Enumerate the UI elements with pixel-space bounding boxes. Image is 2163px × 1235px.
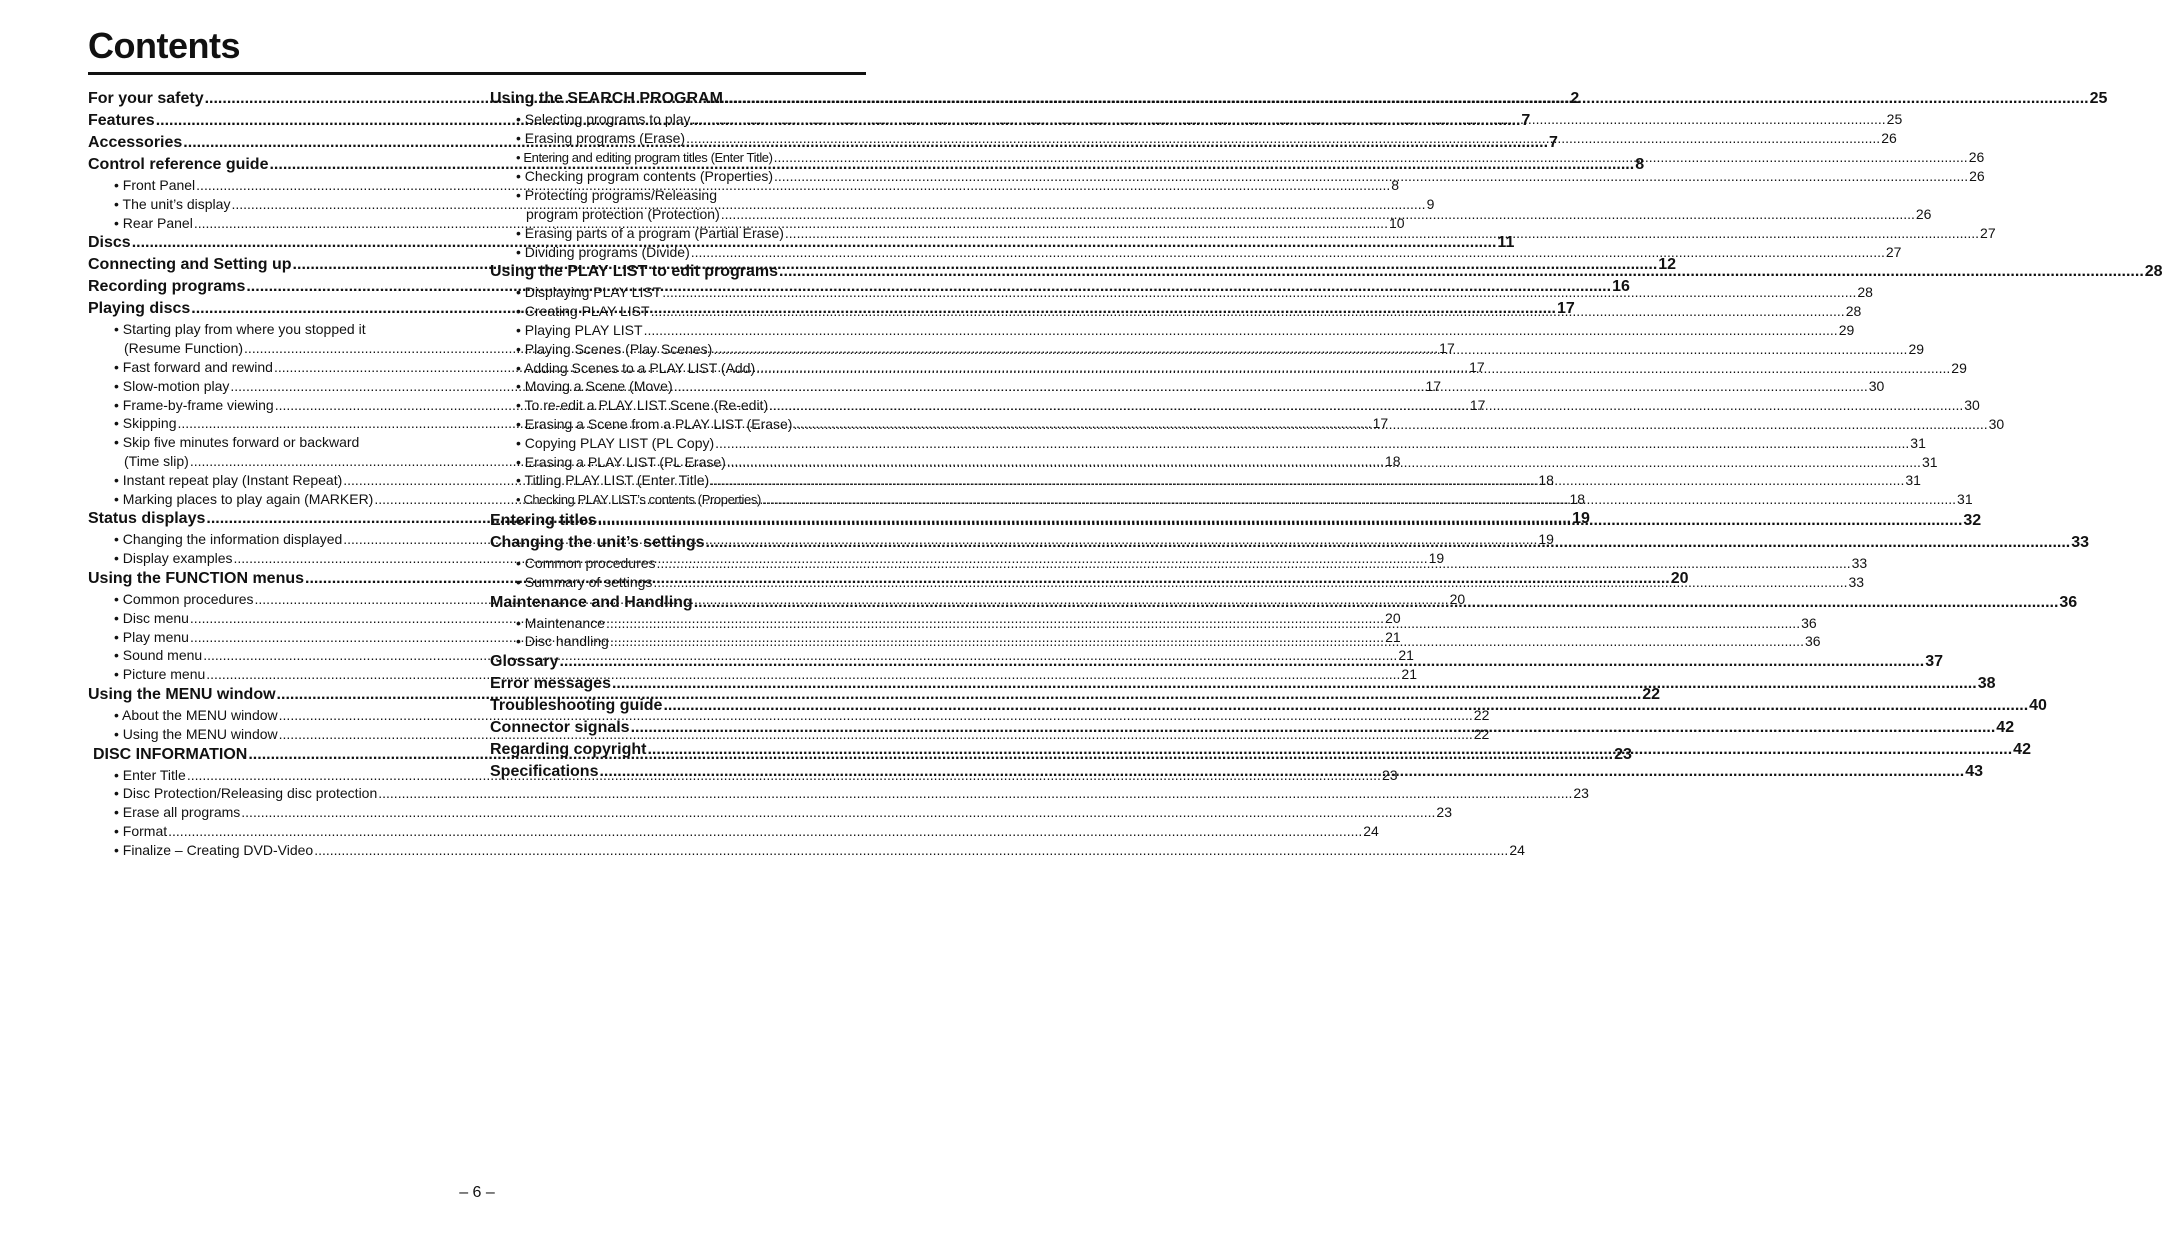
leader-dots <box>599 761 1964 783</box>
leader-dots <box>663 695 2028 717</box>
leader-dots <box>653 573 1847 592</box>
toc-subentry-about-menu-window[interactable]: • About the MENU window ..... 22 <box>88 706 460 725</box>
toc-entry-features[interactable]: Features ..... 7 <box>88 110 460 132</box>
toc-subentry-enter-title[interactable]: • Enter Title ..... 23 <box>88 766 460 785</box>
toc-subentry-checking-program-contents[interactable]: • Checking program contents (Properties) ..... 26 <box>490 167 862 186</box>
toc-entry-glossary[interactable]: Glossary ..... 37 <box>490 651 862 673</box>
toc-entry-search-program[interactable]: Using the SEARCH PROGRAM ..... 25 <box>490 88 862 110</box>
toc-subentry-settings-common-procedures[interactable]: • Common procedures ..... 33 <box>490 554 862 573</box>
toc-subentry-disc-handling[interactable]: • Disc handling ..... 36 <box>490 632 862 651</box>
toc-entry-control-reference-guide[interactable]: Control reference guide ..... 8 <box>88 154 460 176</box>
toc-entry-accessories[interactable]: Accessories ..... 7 <box>88 132 460 154</box>
toc-entry-discs[interactable]: Discs ..... 11 <box>88 232 460 254</box>
toc-subentry-format[interactable]: • Format ..... 24 <box>88 822 460 841</box>
toc-subentry-instant-repeat[interactable]: • Instant repeat play (Instant Repeat) ..... 18 <box>88 471 460 490</box>
toc-entry-recording-programs[interactable]: Recording programs ..... 16 <box>88 276 460 298</box>
toc-subentry-adding-scenes[interactable]: • Adding Scenes to a PLAY LIST (Add) ..... 29 <box>490 359 862 378</box>
leader-dots <box>694 592 2059 614</box>
toc-subentry-playing-play-list[interactable]: • Playing PLAY LIST ..... 29 <box>490 321 862 340</box>
page-number: – 6 – <box>459 1184 495 1201</box>
toc-subentry-disc-menu[interactable]: • Disc menu ..... 20 <box>88 609 460 628</box>
toc-entry-connector-signals[interactable]: Connector signals ..... 42 <box>490 717 862 739</box>
toc-subentry-time-slip-line1: • Skip five minutes forward or backward <box>114 434 360 451</box>
toc-subentry-slow-motion[interactable]: • Slow-motion play ..... 17 <box>88 377 460 396</box>
leader-dots <box>756 359 1950 378</box>
toc-subentry-fast-forward[interactable]: • Fast forward and rewind ..... 17 <box>88 358 460 377</box>
toc-subentry-marker[interactable]: • Marking places to play again (MARKER) ..... 18 <box>88 490 460 509</box>
leader-dots <box>606 614 1800 633</box>
leader-dots <box>657 554 1851 573</box>
toc-subentry-entering-program-titles[interactable]: • Entering and editing program titles (Enter Title) ..... 26 <box>490 148 862 168</box>
toc-entry-specifications[interactable]: Specifications ..... 43 <box>490 761 862 783</box>
leader-dots <box>774 167 1968 186</box>
toc-subentry-protecting-line1: • Protecting programs/Releasing <box>516 187 717 204</box>
toc-subentry-finalize[interactable]: • Finalize – Creating DVD-Video ..... 24 <box>88 841 460 860</box>
leader-dots <box>706 532 2071 554</box>
toc-subentry-units-display[interactable]: • The unit’s display ..... 9 <box>88 195 460 214</box>
toc-subentry-playing-scenes[interactable]: • Playing Scenes (Play Scenes) ..... 29 <box>490 340 862 359</box>
toc-subentry-disc-protection[interactable]: • Disc Protection/Releasing disc protection ..... 23 <box>88 784 460 803</box>
toc-subentry-summary-of-settings[interactable]: • Summary of settings ..... 33 <box>490 573 862 592</box>
toc-subentry-rear-panel[interactable]: • Rear Panel ..... 10 <box>88 214 460 233</box>
toc-entry-entering-titles[interactable]: Entering titles ..... 32 <box>490 510 862 532</box>
toc-subentry-divide[interactable]: • Dividing programs (Divide) ..... 27 <box>490 243 862 262</box>
leader-dots <box>378 784 1572 803</box>
toc-entry-regarding-copyright[interactable]: Regarding copyright ..... 42 <box>490 739 862 761</box>
leader-dots <box>691 243 1885 262</box>
leader-dots <box>713 340 1907 359</box>
toc-subentry-titling-play-list[interactable]: • Titling PLAY LIST (Enter Title) ..... 31 <box>490 471 862 490</box>
leader-dots <box>793 415 1987 434</box>
toc-subentry-erasing-scene[interactable]: • Erasing a Scene from a PLAY LIST (Erase) ..... 30 <box>490 415 862 434</box>
toc-subentry-pl-erase[interactable]: • Erasing a PLAY LIST (PL Erase) ..... 31 <box>490 453 862 472</box>
leader-dots <box>559 651 1924 673</box>
toc-subentry-resume-line1: • Starting play from where you stopped it <box>114 321 366 338</box>
leader-dots <box>631 717 1996 739</box>
toc-entry-status-displays[interactable]: Status displays ..... 19 <box>88 508 460 530</box>
toc-subentry-selecting-programs[interactable]: • Selecting programs to play ..... 25 <box>490 110 862 129</box>
leader-dots <box>241 803 1435 822</box>
toc-subentry-time-slip[interactable]: (Time slip) ..... 18 <box>88 452 460 471</box>
toc-subentry-sound-menu[interactable]: • Sound menu ..... 21 <box>88 646 460 665</box>
leader-dots <box>785 224 1979 243</box>
leader-dots <box>721 205 1915 224</box>
toc-entry-maintenance-and-handling[interactable]: Maintenance and Handling ..... 36 <box>490 592 862 614</box>
leader-dots <box>779 261 2144 283</box>
toc-entry-play-list[interactable]: Using the PLAY LIST to edit programs ..... 28 <box>490 261 862 283</box>
toc-entry-for-your-safety[interactable]: For your safety ..... 2 <box>88 88 460 110</box>
page-title: Contents <box>88 25 240 66</box>
leader-dots <box>762 490 1956 509</box>
leader-dots <box>612 673 1977 695</box>
toc-subentry-maintenance[interactable]: • Maintenance ..... 36 <box>490 614 862 633</box>
toc-entry-error-messages[interactable]: Error messages ..... 38 <box>490 673 862 695</box>
toc-subentry-play-menu[interactable]: • Play menu ..... 21 <box>88 628 460 647</box>
leader-dots <box>610 632 1804 651</box>
leader-dots <box>314 841 1508 860</box>
toc-subentry-partial-erase[interactable]: • Erasing parts of a program (Partial Erase) ..... 27 <box>490 224 862 243</box>
leader-dots <box>647 739 2012 761</box>
toc-subentry-using-menu-window[interactable]: • Using the MENU window ..... 22 <box>88 725 460 744</box>
leader-dots <box>774 148 1968 167</box>
toc-entry-units-settings[interactable]: Changing the unit’s settings ..... 33 <box>490 532 862 554</box>
toc-subentry-pl-copy[interactable]: • Copying PLAY LIST (PL Copy) ..... 31 <box>490 434 862 453</box>
toc-subentry-moving-scene[interactable]: • Moving a Scene (Move) ..... 30 <box>490 377 862 396</box>
toc-subentry-resume-function[interactable]: (Resume Function) ..... 17 <box>88 339 460 358</box>
toc-subentry-front-panel[interactable]: • Front Panel ..... 8 <box>88 176 460 195</box>
leader-dots <box>662 283 1856 302</box>
toc-subentry-checking-play-list-contents[interactable]: • Checking PLAY LIST’s contents (Properties) ..... 31 <box>490 490 862 510</box>
leader-dots <box>769 396 1963 415</box>
toc-subentry-display-examples[interactable]: • Display examples ..... 19 <box>88 549 460 568</box>
toc-entry-connecting-and-setting-up[interactable]: Connecting and Setting up ..... 12 <box>88 254 460 276</box>
leader-dots <box>710 471 1904 490</box>
toc-subentry-common-procedures[interactable]: • Common procedures ..... 20 <box>88 590 460 609</box>
toc-entry-menu-window[interactable]: Using the MENU window ..... 22 <box>88 684 460 706</box>
toc-subentry-picture-menu[interactable]: • Picture menu ..... 21 <box>88 665 460 684</box>
toc-entry-troubleshooting-guide[interactable]: Troubleshooting guide ..... 40 <box>490 695 862 717</box>
leader-dots <box>692 110 1886 129</box>
toc-subentry-displaying-play-list[interactable]: • Displaying PLAY LIST ..... 28 <box>490 283 862 302</box>
leader-dots <box>715 434 1909 453</box>
leader-dots <box>651 302 1845 321</box>
toc-entry-disc-information[interactable]: DISC INFORMATION ..... 23 <box>88 744 460 766</box>
toc-subentry-frame-by-frame[interactable]: • Frame-by-frame viewing ..... 17 <box>88 396 460 415</box>
toc-subentry-skipping[interactable]: • Skipping ..... 17 <box>88 414 460 433</box>
toc-subentry-creating-play-list[interactable]: • Creating PLAY LIST ..... 28 <box>490 302 862 321</box>
toc-subentry-protection[interactable]: program protection (Protection) ..... 26 <box>490 205 862 224</box>
title-rule <box>88 72 866 75</box>
leader-dots <box>644 321 1838 340</box>
leader-dots <box>686 129 1880 148</box>
toc-subentry-erase-all-programs[interactable]: • Erase all programs ..... 23 <box>88 803 460 822</box>
leader-dots <box>727 453 1921 472</box>
toc-entry-playing-discs[interactable]: Playing discs ..... 17 <box>88 298 460 320</box>
leader-dots <box>724 88 2089 110</box>
leader-dots <box>598 510 1963 532</box>
leader-dots <box>674 377 1868 396</box>
toc-subentry-erasing-programs[interactable]: • Erasing programs (Erase) ..... 26 <box>490 129 862 148</box>
toc-entry-function-menus[interactable]: Using the FUNCTION menus ..... 20 <box>88 568 460 590</box>
toc-subentry-changing-information[interactable]: • Changing the information displayed ..... 19 <box>88 530 460 549</box>
toc-subentry-re-edit[interactable]: • To re-edit a PLAY LIST Scene (Re-edit) ..... 30 <box>490 396 862 415</box>
leader-dots <box>168 822 1362 841</box>
